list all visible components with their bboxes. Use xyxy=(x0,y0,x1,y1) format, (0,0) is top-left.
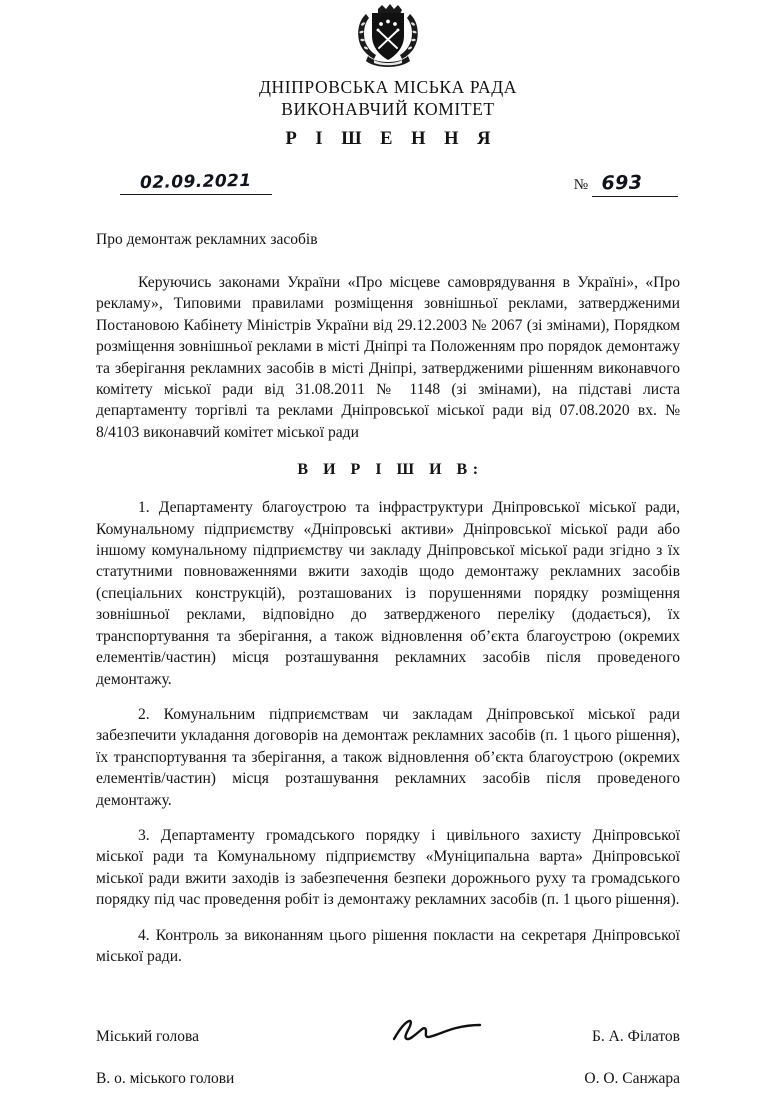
document-date-field xyxy=(120,172,272,195)
signature-title-mayor: Міський голова xyxy=(96,1028,200,1045)
resolution-item-2: 2. Комунальним підприємствам чи закладам Дніпровської міської ради забезпечити укладання договорів на демонтаж рекламних засобів (п. 1 цього рішення), їх транспортування та зберігання, а також відновлення об’єкта благоустрою (окремих елементів/частин) місця розташування рекламних засобів після проведеного демонтажу. xyxy=(96,705,680,809)
signature-name-acting-mayor: О. О. Санжара xyxy=(584,1070,680,1087)
resolution-item-1: 1. Департаменту благоустрою та інфраструктури Дніпровської міської ради, Комунальному підприємству «Дніпровські активи» Дніпровської міської ради або іншому комунальному підприємству чи закладу Дніпровської міської ради згідно з їх статутними повноваженнями вжити заходів щодо демонтажу рекламних засобів (спеціальних конструкцій), розташованих із порушеннями порядку розміщення зовнішньої реклами, відповідно до затвердженого переліку (додається), їх транспортування та зберігання, а також відновлення об’єкта благоустрою (окремих елементів/частин) місця розташування рекламних засобів після проведеного демонтажу. xyxy=(96,499,680,688)
document-type-title: Р І Ш Е Н Н Я xyxy=(285,129,498,149)
signature-row-mayor xyxy=(96,1027,680,1047)
emblem-container xyxy=(96,0,680,70)
organization-name-line1: ДНІПРОВСЬКА МІСЬКА РАДА xyxy=(258,77,517,97)
number-symbol-label: № xyxy=(573,177,588,193)
coat-of-arms-icon xyxy=(352,4,424,70)
resolution-item-3: 3. Департаменту громадського порядку і цивільного захисту Дніпровської міської ради та Комунальному підприємству «Муніципальна варта» Дніпровської міської ради вжити заходів із забезпечення безпеки дорожнього руху та громадського порядку під час проведення робіт із демонтажу рекламних засобів (п. 1 цього рішення). xyxy=(96,826,680,909)
document-date-value: 02.09.2021 xyxy=(140,170,252,194)
handwritten-signature-icon xyxy=(388,1013,484,1047)
preamble-paragraph: Керуючись законами України «Про місцеве самоврядування в Україні», «Про рекламу», Типовими правилами розміщення зовнішньої реклами, затвердженими Постановою Кабінету Міністрів України від 29.12.2003 № 2067 (зі змінами), Порядком розміщення зовнішньої реклами в місті Дніпрі та Положенням про порядок демонтажу та зберігання рекламних засобів в місті Дніпрі, затвердженими рішенням виконавчого комітету міської ради від 31.08.2011 № 1148 (зі змінами), на підставі листа департаменту торгівлі та реклами Дніпровської міської ради від 07.08.2020 вх. № 8/4103 виконавчий комітет міської ради xyxy=(96,274,680,441)
signature-name-mayor: Б. А. Філатов xyxy=(592,1028,680,1045)
document-number-field xyxy=(574,172,678,197)
document-body xyxy=(96,272,680,967)
document-meta-row xyxy=(96,168,680,214)
signature-title-acting-mayor: В. о. міського голови xyxy=(96,1070,235,1087)
organization-name-line2: ВИКОНАВЧИЙ КОМІТЕТ xyxy=(281,99,495,119)
number-value-group xyxy=(592,172,678,197)
document-number-value: 693 xyxy=(601,171,643,195)
resolution-item-4: 4. Контроль за виконанням цього рішення покласти на секретаря Дніпровської міської ради. xyxy=(96,926,680,965)
signature-block xyxy=(96,1027,680,1089)
document-header xyxy=(96,76,680,150)
signature-row-acting-mayor xyxy=(96,1069,680,1089)
document-subject: Про демонтаж рекламних засобів xyxy=(96,231,318,248)
resolved-heading: В И Р І Ш И В: xyxy=(297,461,484,479)
